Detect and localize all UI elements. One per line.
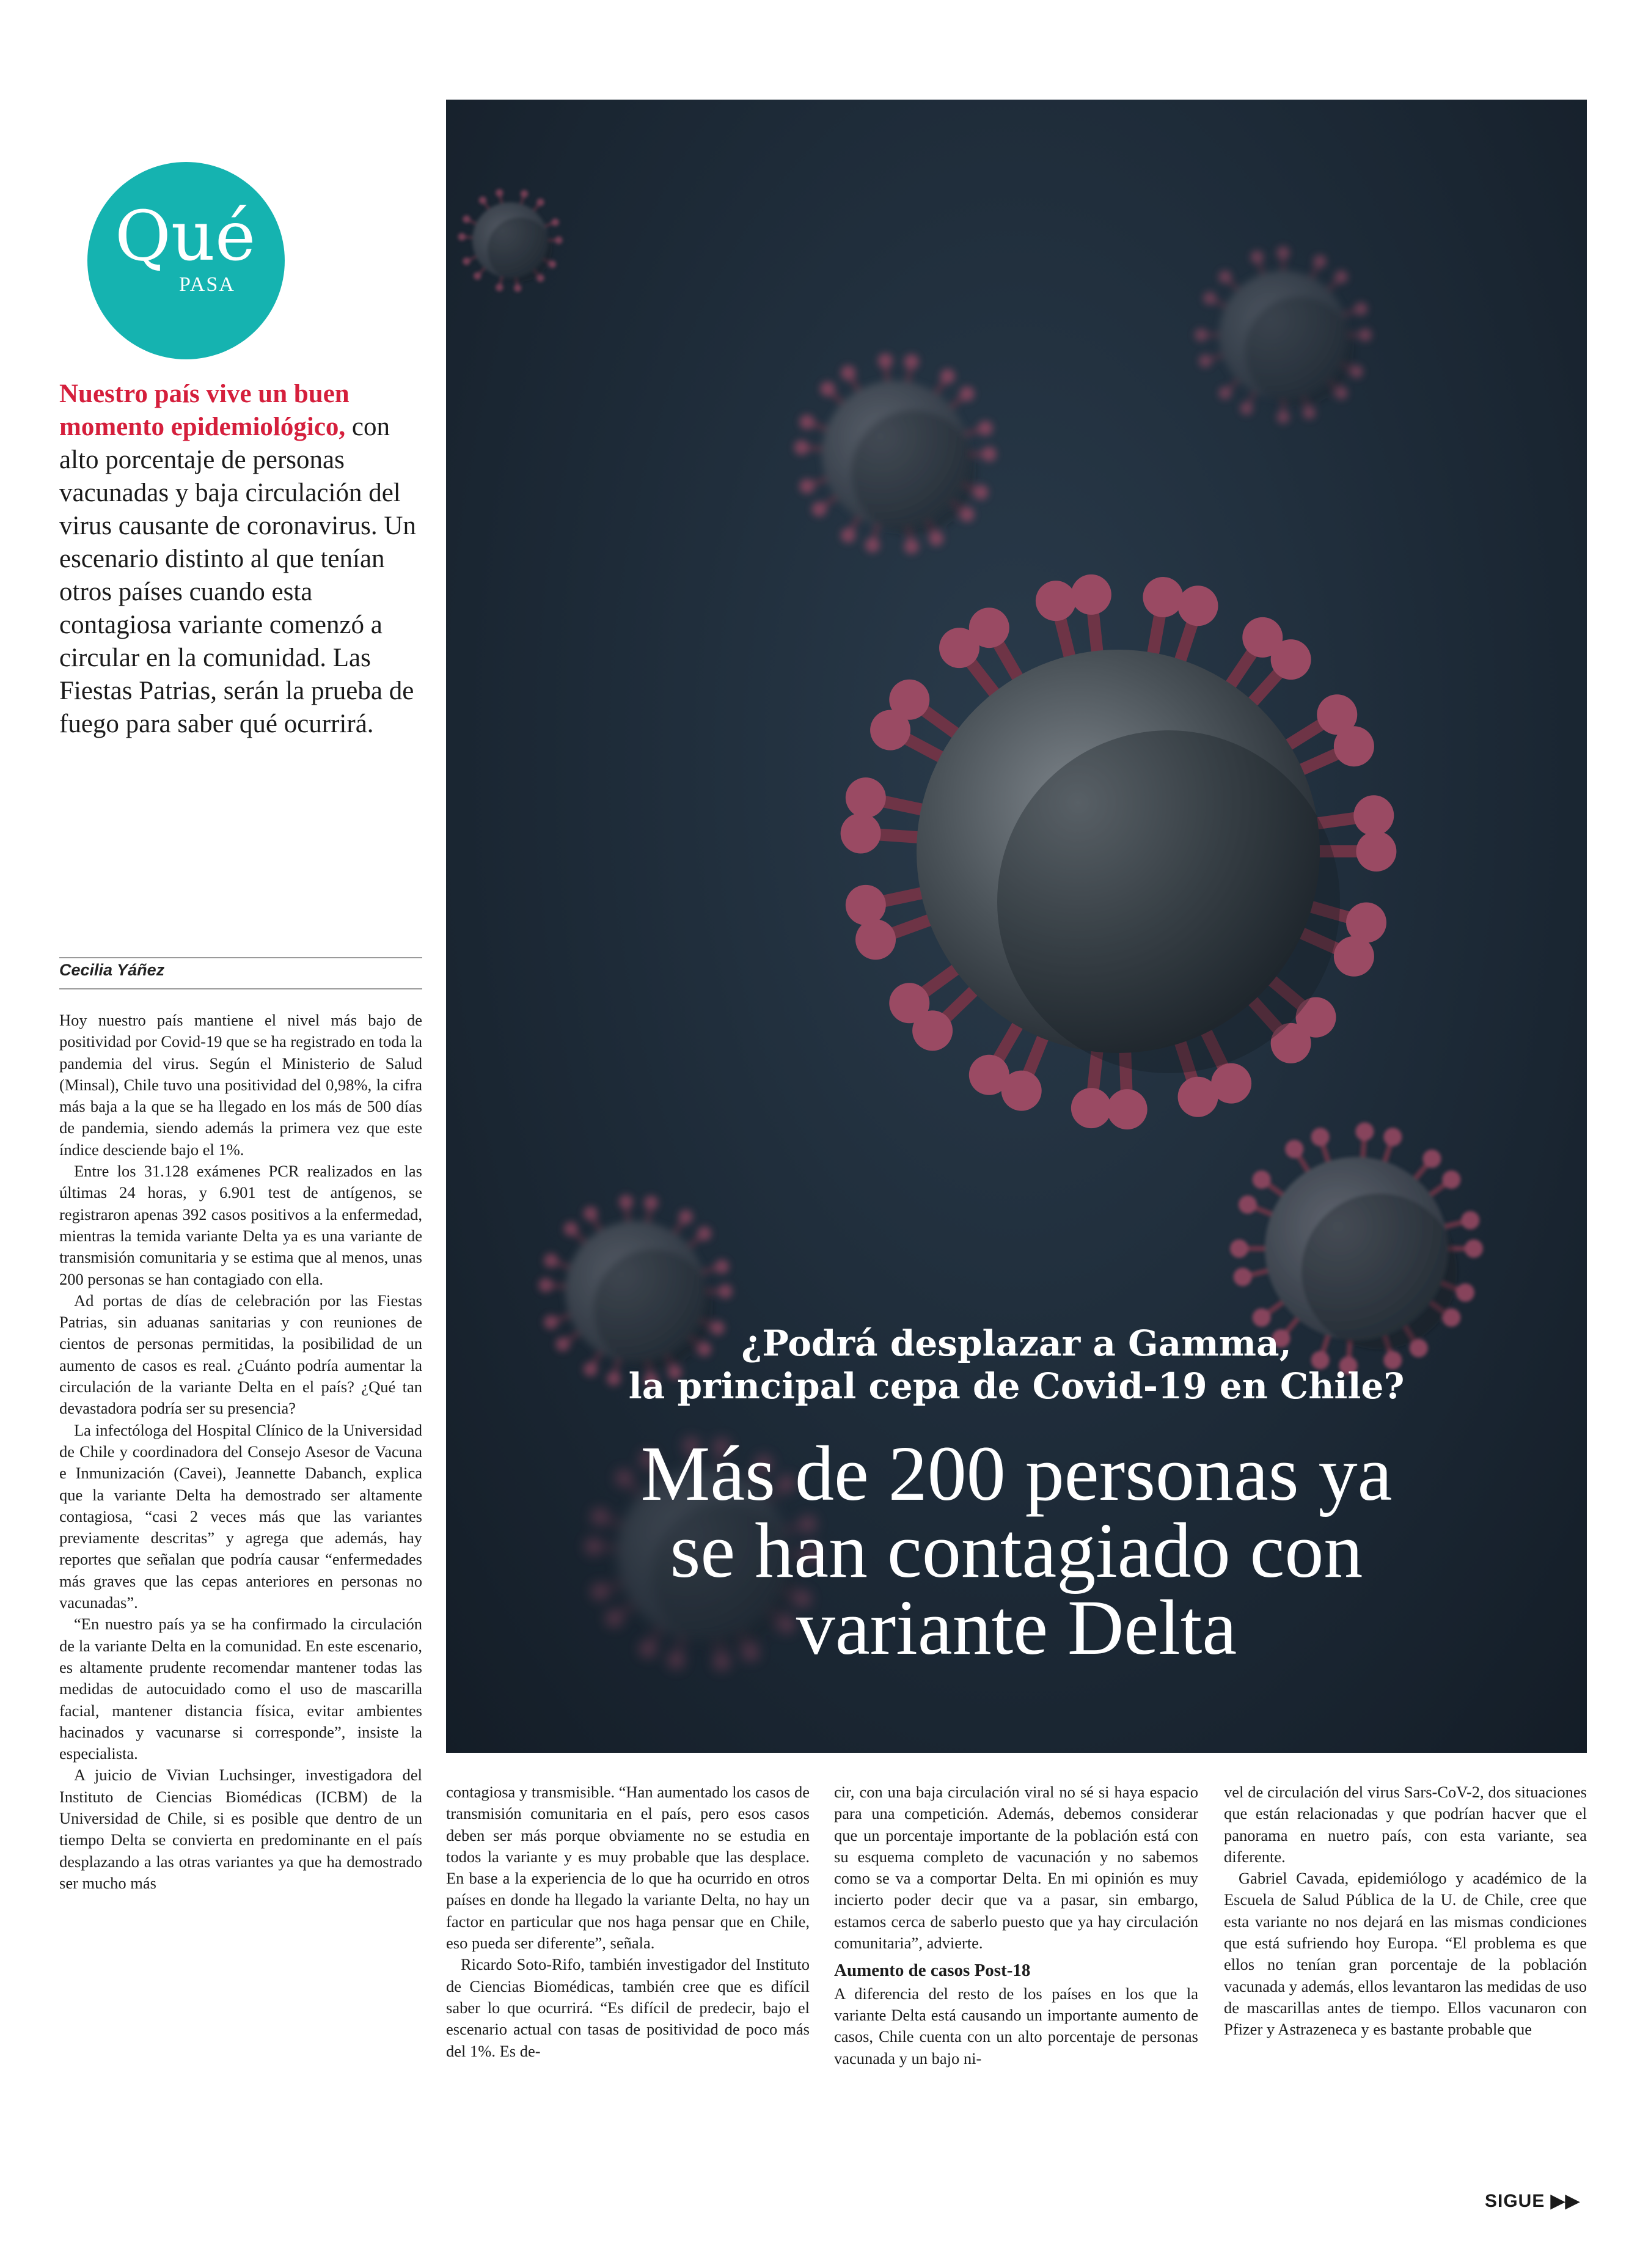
paragraph: “En nuestro país ya se ha confirmado la circulación de la variante Delta en la comunidad. En este escenario, es altamente prudente recomendar mantener todas las medidas de autocuidado como el uso de mascarilla facial, mantener distancia física, evitar ambientes hacinados y vacunarse si corresponde”, insiste la especialista.	[59, 1615, 422, 1763]
paragraph: La infectóloga del Hospital Clínico de la Universidad de Chile y coordinadora del Consejo Asesor de Vacuna e Inmunización (Cavei), Jeannette Dabanch, explica que la variante Delta ha demostrado ser altamente contagiosa, “casi 2 veces más que las variantes previamente descritas” y agrega que además, hay reportes que señalan que podría causar “enfermedades más graves que las cepas anteriores en personas no vacunadas”.	[59, 1420, 422, 1612]
body-column-3	[834, 1782, 1198, 2069]
paragraph: Ad portas de días de celebración por las Fiestas Patrias, sin aduanas sanitarias y con reuniones de cientos de personas permitidas, la posibilidad de un aumento de casos es real. ¿Cuánto podría aumentar la circulación de la variante Delta en el país? ¿Qué tan devastadora podría ser su presencia?	[59, 1291, 422, 1418]
virus-particle	[1195, 246, 1372, 424]
virus-particle	[458, 189, 563, 292]
paragraph: A diferencia del resto de los países en los que la variante Delta está causando un importante aumento de casos, Chile cuenta con un alto porcentaje de personas vacunada y un bajo ni-	[834, 1984, 1198, 2068]
paragraph: contagiosa y transmisible. “Han aumentado los casos de transmisión comunitaria en el país, pero esos casos deben ser más porque obviamente no se estudia en todos la variante y es muy probable que las desplace. En base a la experiencia de lo que ha ocurrido en otros países en donde ha llegado la variante Delta, no hay un factor en particular que nos haga pensar que en Chile, eso pueda ser diferente”, señala.	[446, 1783, 810, 1953]
kicker-line: la principal cepa de Covid-19 en Chile?	[628, 1365, 1405, 1407]
kicker-line: ¿Podrá desplazar a Gamma,	[741, 1323, 1292, 1364]
body-column-2	[446, 1782, 810, 2062]
headline-line: Más de 200 personas ya	[640, 1430, 1393, 1517]
byline-top-rule	[59, 957, 422, 958]
headline-line: variante Delta	[796, 1584, 1237, 1671]
body-column-4	[1224, 1782, 1587, 2041]
deck-text: con alto porcentaje de personas vacunadas y baja circulación del virus causante de coronavirus. Un escenario distinto al que tenían otros países cuando esta contagiosa variante comenzó a circular en la comunidad. Las Fiestas Patrias, serán la prueba de fuego para saber qué ocurrirá.	[59, 413, 416, 738]
byline: Cecilia Yáñez	[59, 961, 165, 979]
article-headline	[446, 1430, 1587, 1671]
virus-particle	[794, 353, 997, 554]
paragraph: vel de circulación del virus Sars-CoV-2, dos situaciones que están relacionadas y que podrían hacver que el panorama en nuetro país, con esta variante, sea diferente.	[1224, 1783, 1587, 1866]
byline-bottom-rule	[59, 988, 422, 989]
paragraph: cir, con una baja circulación viral no sé si haya espacio para una competición. Además, debemos considerar que un porcentaje importante de la población está con su esquema completo de vacunación y no sabemos como se va a comportar Delta. En mi opinión es muy incierto poder decir que va a pasar, sin embargo, estamos cerca de saberlo puesto que ya hay circulación comunitaria”, advierte.	[834, 1783, 1198, 1953]
section-heading: Aumento de casos Post-18	[834, 1961, 1031, 1981]
logo-pasa-text: PASA	[179, 273, 235, 296]
coronavirus-photo	[446, 100, 1587, 1753]
deck-highlight: Nuestro país vive un buen momento epidemiológico,	[59, 380, 350, 441]
paragraph: Gabriel Cavada, epidemiólogo y académico de la Escuela de Salud Pública de la U. de Chile, cree que esta variante no nos dejará en las mismas condiciones que está sufriendo hoy Europa. “El problema es que ellos no tenían gran porcentaje de la población vacunada y además, ellos levantaron las medidas de uso de mascarillas antes de tiempo. Ellos vacunaron con Pfizer y Astrazeneca y es bastante probable que	[1224, 1869, 1587, 2039]
article-deck	[59, 378, 426, 741]
que-pasa-logo	[87, 162, 285, 359]
virus-particle	[841, 574, 1397, 1129]
headline-line: se han contagiado con	[670, 1507, 1363, 1594]
paragraph: Hoy nuestro país mantiene el nivel más bajo de positividad por Covid-19 que se ha registrado en toda la pandemia del virus. Según el Ministerio de Salud (Minsal), Chile tuvo una positividad del 0,98%, la cifra más baja a la que se ha llegado en los más de 500 días de pandemia, siendo además la primera vez que este índice desciende bajo el 1%.	[59, 1011, 422, 1159]
continue-marker: SIGUE ▶▶	[1485, 2191, 1580, 2211]
paragraph: Ricardo Soto-Rifo, también investigador del Instituto de Ciencias Biomédicas, también cree que es difícil saber lo que ocurrirá. “Es difícil de predecir, bajo el escenario actual con tasas de positividad de poco más del 1%. Es de-	[446, 1955, 810, 2060]
body-column-1	[59, 1010, 422, 1894]
logo-que-text: Qué	[115, 197, 256, 276]
article-kicker	[446, 1322, 1587, 1407]
paragraph: A juicio de Vivian Luchsinger, investigadora del Instituto de Ciencias Biomédicas (ICBM) de la Universidad de Chile, si es posible que dentro de un tiempo Delta se convierta en predominante en el país desplazando a las otras variantes ya que ha demostrado ser mucho más	[59, 1766, 422, 1892]
paragraph: Entre los 31.128 exámenes PCR realizados en las últimas 24 horas, y 6.901 test de antígenos, se registraron apenas 392 casos positivos a la enfermedad, mientras la temida variante Delta ya es una variante de transmisión comunitaria y se estima que al menos, unas 200 personas se han contagiado con ella.	[59, 1162, 422, 1288]
